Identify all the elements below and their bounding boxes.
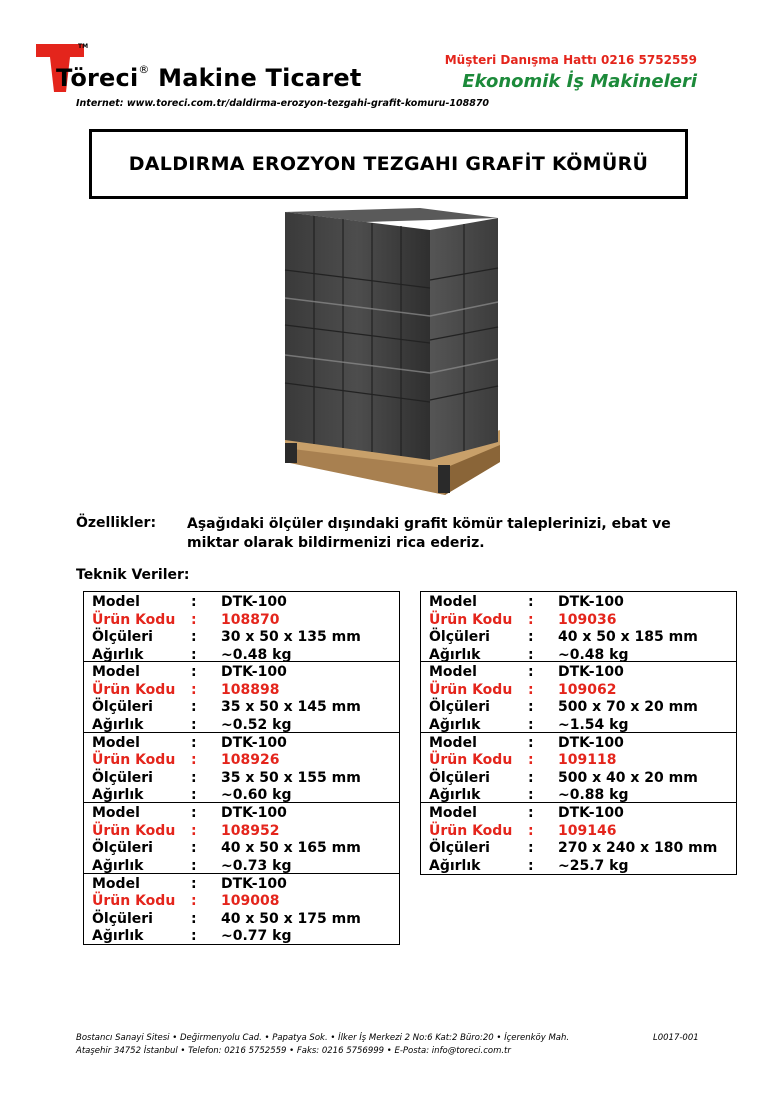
spec-value: ~1.54 kg xyxy=(558,716,629,733)
spec-label: Ağırlık xyxy=(92,646,144,663)
spec-separator: : xyxy=(528,857,534,874)
spec-value: 40 x 50 x 185 mm xyxy=(558,629,698,645)
spec-label: Ağırlık xyxy=(429,646,481,663)
spec-row-dims xyxy=(421,699,736,717)
spec-table-right xyxy=(420,591,737,875)
spec-label: Ölçüleri xyxy=(429,629,490,645)
spec-separator: : xyxy=(528,594,534,610)
spec-value: DTK-100 xyxy=(558,805,624,822)
spec-value: ~0.48 kg xyxy=(221,646,292,663)
spec-separator: : xyxy=(191,646,197,663)
spec-label: Ürün Kodu xyxy=(92,822,176,839)
spec-row-dims xyxy=(84,699,399,717)
spec-row-code xyxy=(421,752,736,770)
spec-value: 108898 xyxy=(221,681,280,698)
spec-label: Ürün Kodu xyxy=(92,752,176,769)
spec-value: 109036 xyxy=(558,611,617,628)
spec-separator: : xyxy=(191,840,197,857)
spec-separator: : xyxy=(528,716,534,733)
spec-value: DTK-100 xyxy=(558,594,624,610)
spec-row-dims xyxy=(84,629,399,647)
spec-value: DTK-100 xyxy=(558,664,624,681)
spec-separator: : xyxy=(191,734,197,751)
spec-row-model xyxy=(421,664,736,682)
spec-block xyxy=(421,592,736,662)
spec-value: 108926 xyxy=(221,752,280,769)
spec-label: Ürün Kodu xyxy=(92,681,176,698)
spec-value: ~25.7 kg xyxy=(558,857,629,874)
spec-separator: : xyxy=(528,840,534,857)
page-title: DALDIRMA EROZYON TEZGAHI GRAFİT KÖMÜRÜ xyxy=(128,153,649,175)
graphite-blocks-on-pallet-icon xyxy=(270,200,510,500)
spec-row-weight xyxy=(421,787,736,805)
spec-separator: : xyxy=(528,664,534,681)
spec-separator: : xyxy=(528,769,534,786)
spec-label: Model xyxy=(92,805,140,822)
spec-value: DTK-100 xyxy=(221,805,287,822)
spec-label: Ölçüleri xyxy=(429,769,490,786)
title-box xyxy=(89,129,688,199)
spec-row-model xyxy=(84,805,399,823)
spec-label: Model xyxy=(429,805,477,822)
spec-label: Ölçüleri xyxy=(92,840,153,857)
spec-row-code xyxy=(84,752,399,770)
spec-label: Model xyxy=(92,664,140,681)
spec-row-code xyxy=(84,612,399,630)
spec-label: Ölçüleri xyxy=(429,699,490,716)
spec-value: 500 x 70 x 20 mm xyxy=(558,699,698,716)
spec-value: DTK-100 xyxy=(221,594,287,610)
spec-value: DTK-100 xyxy=(221,875,287,892)
spec-block xyxy=(421,733,736,803)
spec-separator: : xyxy=(191,928,197,945)
spec-label: Ölçüleri xyxy=(429,840,490,857)
brand-name-rest: Makine Ticaret xyxy=(149,64,362,92)
spec-separator: : xyxy=(528,805,534,822)
spec-separator: : xyxy=(191,752,197,769)
spec-value: DTK-100 xyxy=(221,734,287,751)
spec-block xyxy=(421,803,736,873)
spec-separator: : xyxy=(528,787,534,804)
spec-separator: : xyxy=(191,594,197,610)
spec-block xyxy=(84,662,399,732)
spec-row-weight xyxy=(421,717,736,735)
spec-value: ~0.48 kg xyxy=(558,646,629,663)
spec-separator: : xyxy=(191,893,197,910)
features-label: Özellikler: xyxy=(76,515,157,531)
spec-separator: : xyxy=(528,822,534,839)
spec-value: 109008 xyxy=(221,893,280,910)
registered-mark: ® xyxy=(138,63,150,76)
spec-value: 108870 xyxy=(221,611,280,628)
spec-row-weight xyxy=(421,858,736,876)
spec-row-dims xyxy=(84,770,399,788)
spec-label: Ağırlık xyxy=(92,716,144,733)
spec-value: 30 x 50 x 135 mm xyxy=(221,629,361,645)
spec-block xyxy=(84,803,399,873)
spec-value: 40 x 50 x 165 mm xyxy=(221,840,361,857)
spec-value: 108952 xyxy=(221,822,280,839)
spec-value: ~0.52 kg xyxy=(221,716,292,733)
spec-row-weight xyxy=(84,928,399,946)
spec-label: Model xyxy=(92,875,140,892)
spec-row-model xyxy=(84,876,399,894)
spec-separator: : xyxy=(528,734,534,751)
spec-label: Model xyxy=(429,734,477,751)
spec-value: DTK-100 xyxy=(221,664,287,681)
spec-row-weight xyxy=(84,787,399,805)
spec-row-code xyxy=(84,893,399,911)
spec-separator: : xyxy=(191,769,197,786)
spec-value: DTK-100 xyxy=(558,734,624,751)
spec-value: 109062 xyxy=(558,681,617,698)
technical-data-label: Teknik Veriler: xyxy=(76,567,190,583)
footer-address-line-1: Bostancı Sanayi Sitesi • Değirmenyolu Cad. • Papatya Sok. • İlker İş Merkezi 2 No:6 Kat:2 Büro:20 • İçerenköy Mah. xyxy=(76,1033,570,1043)
spec-separator: : xyxy=(191,787,197,804)
brand-name xyxy=(56,64,362,92)
spec-label: Ürün Kodu xyxy=(429,611,513,628)
customer-hotline: Müşteri Danışma Hattı 0216 5752559 xyxy=(444,53,697,67)
spec-block xyxy=(84,733,399,803)
trademark-mark: TM xyxy=(78,43,89,50)
spec-row-weight xyxy=(84,647,399,665)
spec-separator: : xyxy=(191,875,197,892)
spec-row-weight xyxy=(421,647,736,665)
spec-row-model xyxy=(421,594,736,612)
spec-row-weight xyxy=(84,717,399,735)
spec-label: Model xyxy=(92,734,140,751)
spec-separator: : xyxy=(528,646,534,663)
spec-label: Ağırlık xyxy=(429,787,481,804)
spec-separator: : xyxy=(528,752,534,769)
spec-label: Ürün Kodu xyxy=(92,611,176,628)
spec-block xyxy=(421,662,736,732)
spec-separator: : xyxy=(528,699,534,716)
spec-table-left xyxy=(83,591,400,945)
spec-label: Ürün Kodu xyxy=(429,822,513,839)
document-code: L0017-001 xyxy=(653,1033,699,1043)
spec-value: 35 x 50 x 145 mm xyxy=(221,699,361,716)
spec-value: 270 x 240 x 180 mm xyxy=(558,840,718,857)
spec-label: Model xyxy=(429,664,477,681)
company-slogan: Ekonomik İş Makineleri xyxy=(462,71,697,92)
spec-separator: : xyxy=(191,611,197,628)
brand-name-main: Töreci xyxy=(56,64,139,92)
spec-separator: : xyxy=(191,681,197,698)
spec-label: Ölçüleri xyxy=(92,629,153,645)
spec-row-code xyxy=(421,612,736,630)
spec-row-code xyxy=(84,823,399,841)
spec-label: Ölçüleri xyxy=(92,769,153,786)
spec-block xyxy=(84,592,399,662)
spec-row-model xyxy=(84,664,399,682)
spec-value: 40 x 50 x 175 mm xyxy=(221,910,361,927)
footer-address-line-2: Ataşehir 34752 İstanbul • Telefon: 0216 5752559 • Faks: 0216 5756999 • E-Posta: info@toreci.com.tr xyxy=(76,1046,511,1056)
spec-row-weight xyxy=(84,858,399,876)
spec-separator: : xyxy=(528,681,534,698)
spec-label: Ağırlık xyxy=(92,787,144,804)
spec-row-code xyxy=(84,682,399,700)
spec-row-dims xyxy=(84,911,399,929)
spec-label: Ürün Kodu xyxy=(429,752,513,769)
spec-separator: : xyxy=(191,629,197,645)
spec-separator: : xyxy=(191,716,197,733)
spec-row-dims xyxy=(421,840,736,858)
spec-row-model xyxy=(421,805,736,823)
spec-label: Ürün Kodu xyxy=(92,893,176,910)
spec-separator: : xyxy=(528,611,534,628)
spec-value: ~0.77 kg xyxy=(221,928,292,945)
spec-separator: : xyxy=(191,857,197,874)
spec-row-dims xyxy=(421,770,736,788)
spec-value: 35 x 50 x 155 mm xyxy=(221,769,361,786)
spec-label: Model xyxy=(92,594,140,610)
spec-separator: : xyxy=(191,910,197,927)
spec-separator: : xyxy=(528,629,534,645)
features-text: Aşağıdaki ölçüler dışındaki grafit kömür taleplerinizi, ebat ve miktar olarak bildirmenizi rica ederiz. xyxy=(187,516,671,551)
product-url: Internet: www.toreci.com.tr/daldirma-erozyon-tezgahi-grafit-komuru-108870 xyxy=(76,98,490,109)
spec-row-dims xyxy=(84,840,399,858)
spec-row-dims xyxy=(421,629,736,647)
spec-value: 109146 xyxy=(558,822,617,839)
spec-value: ~0.88 kg xyxy=(558,787,629,804)
spec-row-model xyxy=(84,594,399,612)
spec-label: Ölçüleri xyxy=(92,910,153,927)
spec-label: Ağırlık xyxy=(92,857,144,874)
spec-value: 500 x 40 x 20 mm xyxy=(558,769,698,786)
spec-value: ~0.73 kg xyxy=(221,857,292,874)
spec-separator: : xyxy=(191,664,197,681)
spec-label: Ağırlık xyxy=(92,928,144,945)
spec-label: Ağırlık xyxy=(429,716,481,733)
spec-row-code xyxy=(421,823,736,841)
spec-label: Ağırlık xyxy=(429,857,481,874)
spec-row-model xyxy=(421,735,736,753)
spec-label: Ürün Kodu xyxy=(429,681,513,698)
spec-value: 109118 xyxy=(558,752,617,769)
spec-separator: : xyxy=(191,805,197,822)
spec-row-model xyxy=(84,735,399,753)
spec-label: Model xyxy=(429,594,477,610)
spec-value: ~0.60 kg xyxy=(221,787,292,804)
spec-block xyxy=(84,874,399,944)
spec-separator: : xyxy=(191,699,197,716)
spec-row-code xyxy=(421,682,736,700)
spec-label: Ölçüleri xyxy=(92,699,153,716)
spec-separator: : xyxy=(191,822,197,839)
